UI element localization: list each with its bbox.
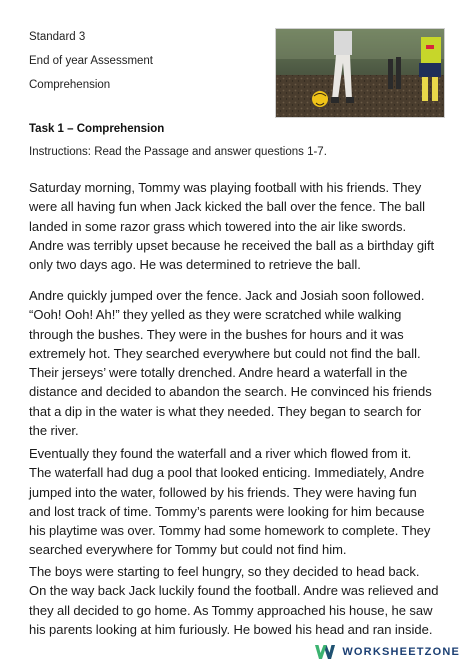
passage-line: and lost track of time. Tommy’s parents were looking for him because <box>29 503 425 519</box>
passage-line: Andre quickly jumped over the fence. Jack and Josiah soon followed. <box>29 288 425 303</box>
standard-label: Standard 3 <box>29 31 86 43</box>
brand-name: WORKSHEETZONE <box>342 646 460 658</box>
task-instructions: Instructions: Read the Passage and answer questions 1-7. <box>29 146 327 158</box>
passage-line: searched everywhere for Tommy but could not find him. <box>29 542 347 558</box>
passage-line: On the way back Jack luckily found the football. Andre was relieved and <box>29 583 439 599</box>
task-title: Task 1 – Comprehension <box>29 123 165 135</box>
passage-line: they all decided to go home. As Tommy approached his house, he saw <box>29 602 433 618</box>
passage-line: Their jerseys’ were totally drenched. Andre heard a waterfall in the <box>29 365 408 381</box>
football-photo <box>275 28 445 118</box>
passage-line: Andre was terribly upset because he received the ball as a birthday gift <box>29 237 435 253</box>
passage-line: “Ooh! Ooh! Ah!” they yelled as they were scratched while walking <box>29 307 402 323</box>
passage-line: distance and decided to abandon the search. He convinced his friends <box>29 384 432 400</box>
passage-line: that a dip in the water is what they needed. They began to search for <box>29 403 422 419</box>
passage-line: Eventually they found the waterfall and a river which flowed from it. <box>29 446 412 461</box>
passage-paragraph-4 <box>29 562 454 639</box>
passage-line: were all having fun when Jack kicked the ball over the fence. The ball <box>29 199 426 215</box>
passage-line: The waterfall had dug a pool that looked enticing. Immediately, Andre <box>29 465 425 481</box>
passage-line: through the bushes. They were in the bushes for hours and it was <box>29 326 404 342</box>
passage-paragraph-1 <box>29 178 454 274</box>
passage-line: landed in some razor grass which towered into the air like swords. <box>29 218 407 234</box>
football-photo-illustration <box>276 29 445 118</box>
passage-line: the river. <box>29 423 79 439</box>
passage-line: extremely hot. They searched everywhere but could not find the ball. <box>29 345 421 361</box>
passage-line: only two days ago. He was determined to retrieve the ball. <box>29 257 361 273</box>
passage-line: jumped into the water, followed by his friends. They were having fun <box>29 484 417 500</box>
assessment-label: End of year Assessment <box>29 55 154 67</box>
subject-label: Comprehension <box>29 79 111 91</box>
worksheetzone-w-logo-icon <box>314 642 336 662</box>
passage-line: Saturday morning, Tommy was playing football with his friends. They <box>29 180 422 195</box>
passage-paragraph-2 <box>29 286 454 440</box>
worksheetzone-brand[interactable] <box>314 641 460 663</box>
passage-paragraph-3 <box>29 444 454 560</box>
passage-line: his playtime was over. Tommy had some homework to complete. They <box>29 523 431 539</box>
passage-line: his parents looking at him furiously. He bowed his head and ran inside. <box>29 621 433 637</box>
passage-line: The boys were starting to feel hungry, so they decided to head back. <box>29 564 420 579</box>
